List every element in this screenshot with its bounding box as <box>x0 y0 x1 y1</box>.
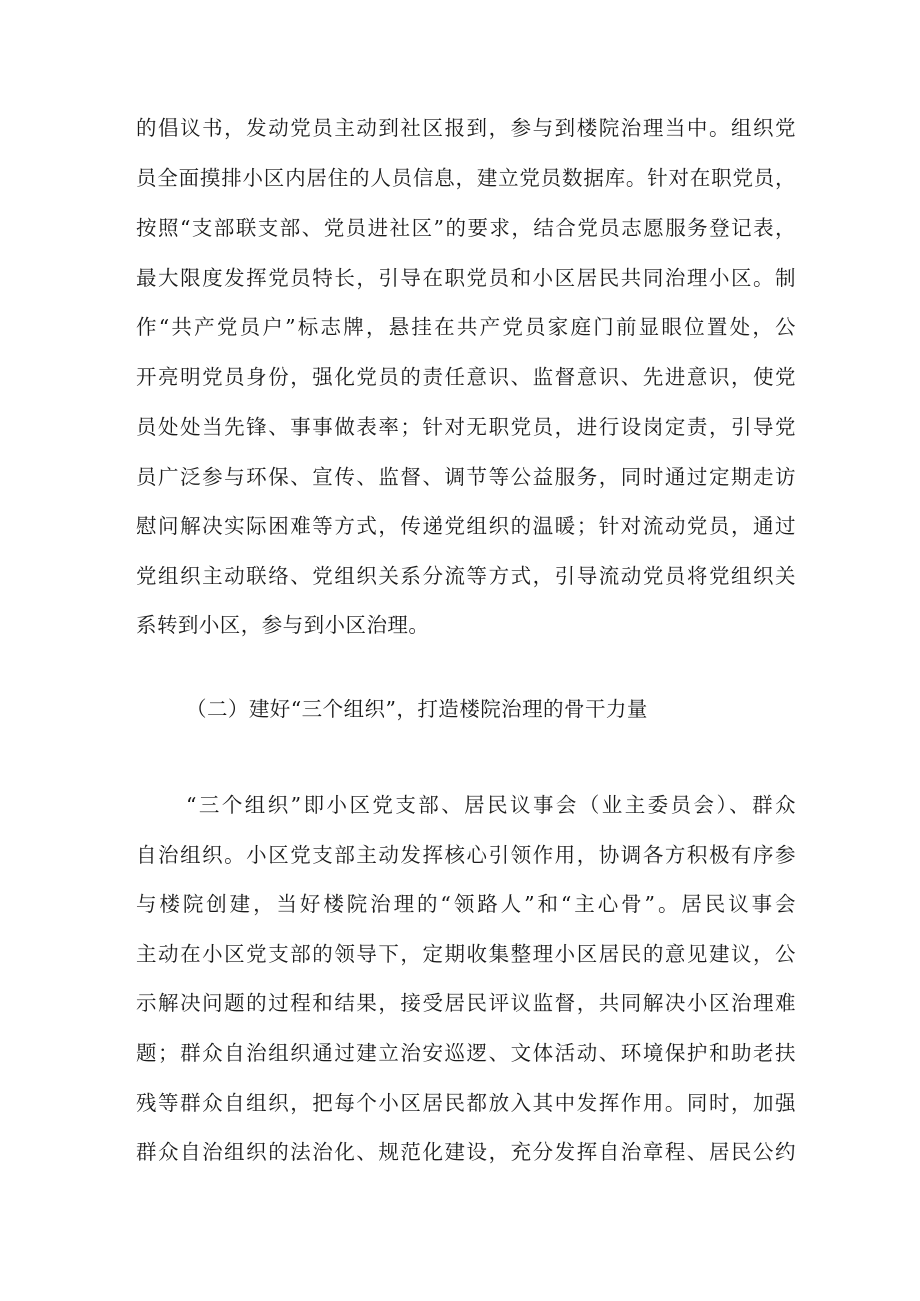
paragraph-line: 慰问解决实际困难等方式，传递党组织的温暖；针对流动党员，通过 <box>136 514 796 538</box>
paragraph-line: 与楼院创建，当好楼院治理的“领路人”和“主心骨”。居民议事会 <box>136 892 796 916</box>
paragraph-line: 作“共产党员户”标志牌，悬挂在共产党员家庭门前显眼位置处，公 <box>136 315 796 339</box>
paragraph-line: “三个组织”即小区党支部、居民议事会（业主委员会）、群众 <box>186 793 796 817</box>
paragraph-line: 系转到小区，参与到小区治理。 <box>136 613 430 637</box>
paragraph-line: 的倡议书，发动党员主动到社区报到，参与到楼院治理当中。组织党 <box>136 116 796 140</box>
paragraph-line: 员广泛参与环保、宣传、监督、调节等公益服务，同时通过定期走访 <box>136 465 796 489</box>
paragraph-line: 开亮明党员身份，强化党员的责任意识、监督意识、先进意识，使党 <box>136 365 796 389</box>
paragraph-line: 题；群众自治组织通过建立治安巡逻、文体活动、环境保护和助老扶 <box>136 1041 796 1065</box>
paragraph-line: 主动在小区党支部的领导下，定期收集整理小区居民的意见建议，公 <box>136 942 796 966</box>
paragraph-line: 员全面摸排小区内居住的人员信息，建立党员数据库。针对在职党员， <box>136 166 796 190</box>
paragraph-line: 自治组织。小区党支部主动发挥核心引领作用，协调各方积极有序参 <box>136 843 796 867</box>
paragraph-line: 群众自治组织的法治化、规范化建设，充分发挥自治章程、居民公约 <box>136 1140 796 1164</box>
paragraph-line: 最大限度发挥党员特长，引导在职党员和小区居民共同治理小区。制 <box>136 266 796 290</box>
paragraph-line: 按照“支部联支部、党员进社区”的要求，结合党员志愿服务登记表， <box>136 216 796 240</box>
paragraph-line: 示解决问题的过程和结果，接受居民评议监督，共同解决小区治理难 <box>136 991 796 1015</box>
section-heading: （二）建好“三个组织”，打造楼院治理的骨干力量 <box>186 697 648 721</box>
paragraph-line: 员处处当先锋、事事做表率；针对无职党员，进行设岗定责，引导党 <box>136 415 796 439</box>
paragraph-line: 党组织主动联络、党组织关系分流等方式，引导流动党员将党组织关 <box>136 564 796 588</box>
paragraph-line: 残等群众自组织，把每个小区居民都放入其中发挥作用。同时，加强 <box>136 1091 796 1115</box>
